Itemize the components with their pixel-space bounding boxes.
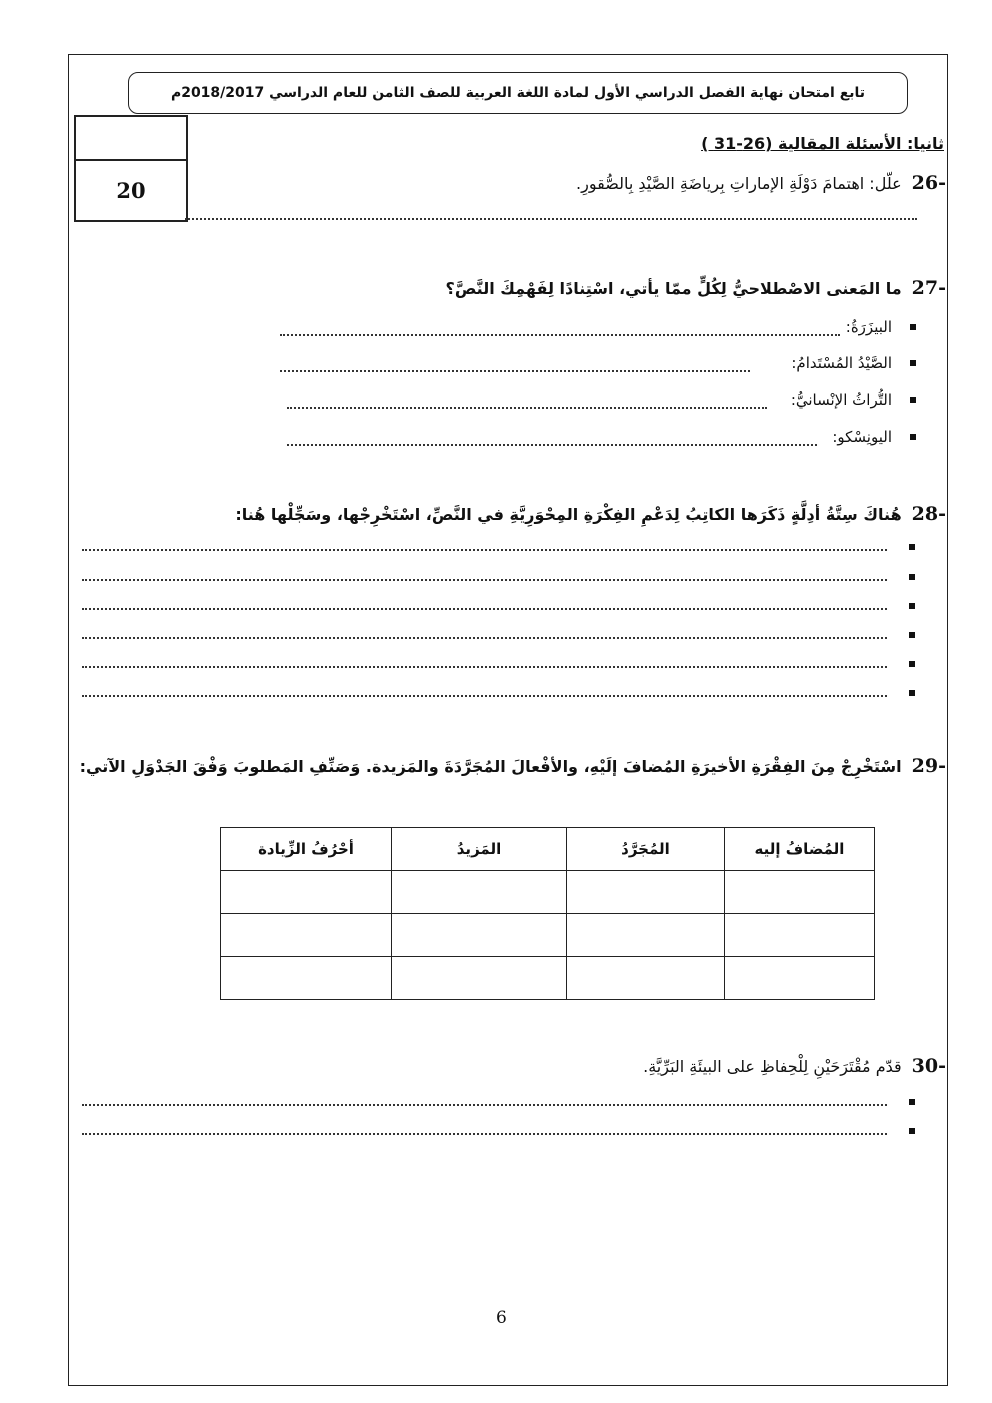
answer-line-28-6[interactable]: [82, 695, 887, 697]
question-27-text: ما المَعنى الاصْطلاحيُّ لِكُلٍّ ممّا يأتي، اسْتِنادًا لِفَهْمِكَ النَّصَّ؟: [445, 279, 902, 298]
answer-line-30-2[interactable]: [82, 1133, 887, 1135]
answer-line-28-4[interactable]: [82, 637, 887, 639]
exam-header-title: تابع امتحان نهاية الفصل الدراسي الأول لمادة اللغة العربية للصف الثامن للعام الدراسي 2018/2017م: [170, 85, 866, 101]
table-row: [221, 914, 875, 957]
bullet-icon: [909, 544, 915, 550]
bullet-icon: [910, 397, 916, 403]
bullet-icon: [910, 360, 916, 366]
answer-line-28-3[interactable]: [82, 608, 887, 610]
q27-item-label: اليونِسْكو:: [832, 428, 892, 446]
table-cell[interactable]: [567, 914, 725, 957]
exam-header: [128, 72, 908, 114]
answer-line-27-2[interactable]: [280, 370, 750, 372]
table-cell[interactable]: [392, 914, 567, 957]
q27-item-2: [791, 354, 916, 372]
q27-item-label: الصَّيْدُ المُسْتَدامُ:: [791, 354, 892, 372]
page-frame: [68, 54, 948, 1386]
table-cell[interactable]: [725, 957, 875, 1000]
question-26-number: -26: [911, 172, 946, 194]
q27-item-1: [846, 318, 916, 336]
question-26: [576, 172, 946, 194]
table-cell[interactable]: [567, 871, 725, 914]
bullet-icon: [910, 434, 916, 440]
answer-line-27-4[interactable]: [287, 444, 817, 446]
classification-table: [220, 827, 875, 1000]
table-row: [221, 871, 875, 914]
table-cell[interactable]: [221, 957, 392, 1000]
header-mazid: المَزيدُ: [392, 828, 567, 871]
bullet-icon: [910, 324, 916, 330]
question-28: [235, 503, 946, 525]
table-cell[interactable]: [392, 957, 567, 1000]
question-28-text: هُناكَ سِتَّةُ أدِلَّةٍ ذَكَرَها الكاتِبُ لِدَعْمِ الفِكْرَةِ المِحْوَرِيَّةِ في النَّصِّ، اسْتَخْرِجْها، وسَجِّلْها هُنا:: [235, 505, 902, 524]
answer-line-28-2[interactable]: [82, 579, 887, 581]
bullet-icon: [909, 1128, 915, 1134]
q27-item-3: [791, 391, 916, 409]
question-27: [446, 277, 946, 299]
question-30-number: -30: [911, 1055, 946, 1077]
question-30: [643, 1055, 946, 1077]
page-number: 6: [496, 1308, 507, 1328]
section-title: ثانيا: الأسئلة المقالية (26-31 ): [701, 134, 944, 153]
bullet-icon: [909, 603, 915, 609]
answer-line-28-1[interactable]: [82, 549, 887, 551]
question-29-number: -29: [911, 755, 946, 777]
table-cell[interactable]: [725, 871, 875, 914]
q27-item-label: التُّراثُ الإنْسانيُّ:: [790, 391, 892, 409]
answer-line-27-3[interactable]: [287, 407, 767, 409]
bullet-icon: [909, 1099, 915, 1105]
table-header-row: [221, 828, 875, 871]
table-row: [221, 957, 875, 1000]
table-cell[interactable]: [221, 914, 392, 957]
score-box: [74, 115, 188, 222]
answer-line-30-1[interactable]: [82, 1104, 887, 1106]
answer-line-26[interactable]: [185, 218, 917, 220]
table-cell[interactable]: [725, 914, 875, 957]
answer-line-28-5[interactable]: [82, 666, 887, 668]
answer-line-27-1[interactable]: [280, 334, 840, 336]
score-value: 20: [116, 178, 146, 203]
header-ahruf-ziyada: أحْرُفُ الزِّيادة: [221, 828, 392, 871]
header-mudaf-ilayh: المُضافُ إليه: [725, 828, 875, 871]
question-29: [80, 755, 946, 777]
table-cell[interactable]: [392, 871, 567, 914]
q27-item-label: البيزَرَةُ:: [845, 318, 892, 336]
question-30-text: قدّم مُقْتَرَحَيْنِ لِلْحِفاظِ على البيئَةِ البَرِّيَّةِ.: [643, 1057, 902, 1076]
question-28-number: -28: [911, 503, 946, 525]
q27-item-4: [832, 428, 916, 446]
bullet-icon: [909, 661, 915, 667]
header-mujarrad: المُجَرَّدُ: [567, 828, 725, 871]
score-empty-cell: [76, 117, 186, 161]
table-cell[interactable]: [567, 957, 725, 1000]
question-27-number: -27: [911, 277, 946, 299]
bullet-icon: [909, 632, 915, 638]
question-26-text: علّل: اهتمامَ دَوْلَةِ الإماراتِ بِرياضَةِ الصَّيْدِ بِالصُّقورِ.: [576, 174, 902, 193]
table-cell[interactable]: [221, 871, 392, 914]
bullet-icon: [909, 690, 915, 696]
bullet-icon: [909, 574, 915, 580]
question-29-text: اسْتَخْرِجْ مِنَ الفِقْرَةِ الأخيرَةِ المُضافَ إلَيْهِ، والأفْعالَ المُجَرَّدَةَ والمَزيدة. وَصَنِّفِ المَطلوبَ وَفْقَ الجَدْوَلِ الآتي:: [79, 757, 902, 776]
